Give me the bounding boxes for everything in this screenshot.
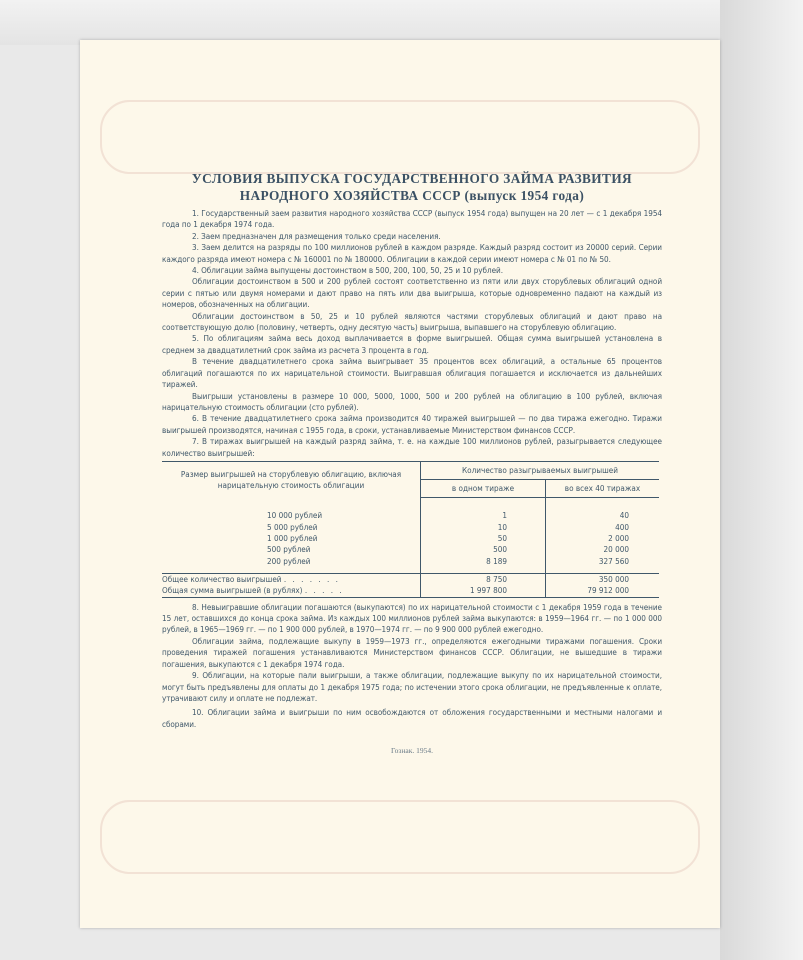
- table-total-row: [162, 573, 659, 585]
- show-through-frame-top: [100, 100, 700, 174]
- scan-backdrop-top: [0, 0, 803, 45]
- prize-count-all: 2 000: [608, 532, 629, 543]
- clause-9: 9. Облигации, на которые пали выигрыши, а также облигации, подлежащие выкупу по их нарицательной стоимости, могут быть предъявлены для оплаты до 1 декабря 1975 года; по истечении этого срока облигации, не предъявленные к оплате, утрачивают силу и оплате не подлежат.: [162, 670, 662, 703]
- total-count-one: 8 750: [421, 573, 546, 585]
- winnings-table: [162, 461, 659, 598]
- header-all-draws: во всех 40 тиражах: [546, 479, 660, 497]
- document-title-line-1: УСЛОВИЯ ВЫПУСКА ГОСУДАРСТВЕННОГО ЗАЙМА РАЗВИТИЯ: [191, 171, 633, 186]
- clause-7: 7. В тиражах выигрышей на каждый разряд займа, т. е. на каждые 100 миллионов рублей, разыгрывается следующее количество выигрышей:: [162, 436, 662, 458]
- leader-dots: . . . . .: [304, 585, 344, 596]
- prize-count-one: 50: [421, 533, 546, 544]
- prize-count-all: 20 000: [603, 544, 629, 555]
- table-row: [162, 544, 659, 555]
- clause-4-part-2: Облигации достоинством в 500 и 200 рублей состоят соответственно из пяти или двух сторублевых облигаций одной серии с пятью или двумя номерами и дают право на пять или два выигрыша, которые одновременно падают на каждый из номеров, обозначенных на облигации.: [162, 276, 662, 310]
- total-count-all: 350 000: [598, 574, 629, 585]
- prize-label: 200 рублей: [162, 556, 421, 567]
- document-title: [162, 170, 662, 204]
- clause-5-part-2: В течение двадцатилетнего срока займа выигрывает 35 процентов всех облигаций, а остальные 65 процентов облигаций погашаются по их нарицательной стоимости. Выигравшая облигация погашается и исключается из дальнейших тиражей.: [162, 356, 662, 390]
- clause-5-part-3: Выигрыши установлены в размере 10 000, 5000, 1000, 500 и 200 рублей на облигацию в 100 рублей, включая нарицательную стоимость облигации (сто рублей).: [162, 390, 662, 412]
- prize-count-one: 500: [421, 544, 546, 555]
- prize-count-all: 327 560: [598, 555, 629, 566]
- table-row: [162, 521, 659, 532]
- table-row: [162, 556, 659, 567]
- clause-4: 4. Облигации займа выпущены достоинством в 500, 200, 100, 50, 25 и 10 рублей.: [192, 265, 503, 276]
- prize-label: 500 рублей: [162, 544, 421, 555]
- clause-5: 5. По облигациям займа весь доход выплачивается в форме выигрышей. Общая сумма выигрышей установлена в среднем за двадцатилетний срок займа из расчета 3 процента в год.: [162, 333, 662, 355]
- header-one-draw: в одном тираже: [421, 479, 546, 497]
- clause-3: 3. Заем делится на разряды по 100 миллионов рублей в каждом разряде. Каждый разряд состоит из 20000 серий. Серии каждого разряда имеют номера с № 160001 по № 180000. Облигации в каждой серии имеют номера с № 01 по № 50.: [162, 242, 662, 264]
- table-row: [162, 533, 659, 544]
- total-sum-label: Общая сумма выигрышей (в рублях): [162, 585, 303, 596]
- printer-mark: Гознак. 1954.: [390, 746, 433, 756]
- clause-10: 10. Облигации займа и выигрыши по ним освобождаются от обложения государственными и местными налогами и сборами.: [162, 707, 662, 729]
- total-count-label: Общее количество выигрышей: [162, 574, 282, 585]
- header-prize-size: Размер выигрышей на сторублевую облигацию, включая нарицательную стоимость облигации: [162, 461, 421, 497]
- table-header-row: [162, 461, 659, 479]
- leader-dots: . . . . . . .: [283, 574, 340, 585]
- prize-label: 1 000 рублей: [162, 533, 421, 544]
- prize-count-one: 1: [421, 510, 546, 521]
- clause-6: 6. В течение двадцатилетнего срока займа производится 40 тиражей выигрышей — по два тиража ежегодно. Тиражи выигрышей производятся, начиная с 1955 года, в сроки, устанавливаемые Министерством финансов СССР.: [162, 413, 662, 435]
- show-through-frame-bottom: [100, 800, 700, 874]
- clause-2: 2. Заем предназначен для размещения только среди населения.: [192, 230, 441, 241]
- prize-count-one: 10: [421, 521, 546, 532]
- prize-count-all: 40: [619, 510, 629, 521]
- total-sum-all: 79 912 000: [546, 585, 660, 597]
- total-sum-one: 1 997 800: [421, 585, 546, 597]
- prize-label: 5 000 рублей: [162, 521, 421, 532]
- scan-backdrop-right: [720, 0, 803, 960]
- table-row: [162, 510, 659, 521]
- clause-4-part-3: Облигации достоинством в 50, 25 и 10 рублей являются частями сторублевых облигаций и дают право на соответствующую долю (половину, четверть, одну десятую часть) выигрыша, выпавшего на сторублевую облигацию.: [162, 310, 662, 333]
- header-prize-count: Количество разыгрываемых выигрышей: [421, 461, 660, 479]
- bond-sheet-reverse: [80, 40, 720, 928]
- prize-count-all: 400: [615, 521, 629, 532]
- loan-conditions: [162, 170, 662, 755]
- prize-count-one: 8 189: [421, 556, 546, 567]
- document-title-line-2: НАРОДНОГО ХОЗЯЙСТВА СССР (выпуск 1954 года): [239, 188, 585, 203]
- clause-8-part-2: Облигации займа, подлежащие выкупу в 1959—1973 гг., определяются ежегодными тиражами погашения. Сроки проведения тиражей погашения устанавливаются Министерством финансов СССР. Облигации, не вышедшие в тиражи погашения, выкупаются с 1 декабря 1974 года.: [162, 635, 662, 669]
- prize-label: 10 000 рублей: [162, 510, 421, 521]
- table-total-row: [162, 585, 659, 597]
- clause-8: 8. Невыигравшие облигации погашаются (выкупаются) по их нарицательной стоимости с 1 декабря 1959 года в течение 15 лет, оставшихся до конца срока займа. Из каждых 100 миллионов рублей займа выкупаются: в 1959—1964 гг. — по 1 000 000 рублей, в 1965—1969 гг. — по 1 900 000 рублей, в 1970—1974 гг. — по 9 900 000 рублей ежегодно.: [162, 601, 662, 635]
- clause-1: 1. Государственный заем развития народного хозяйства СССР (выпуск 1954 года) выпущен на 20 лет — с 1 декабря 1954 года по 1 декабря 1974 года.: [162, 208, 662, 230]
